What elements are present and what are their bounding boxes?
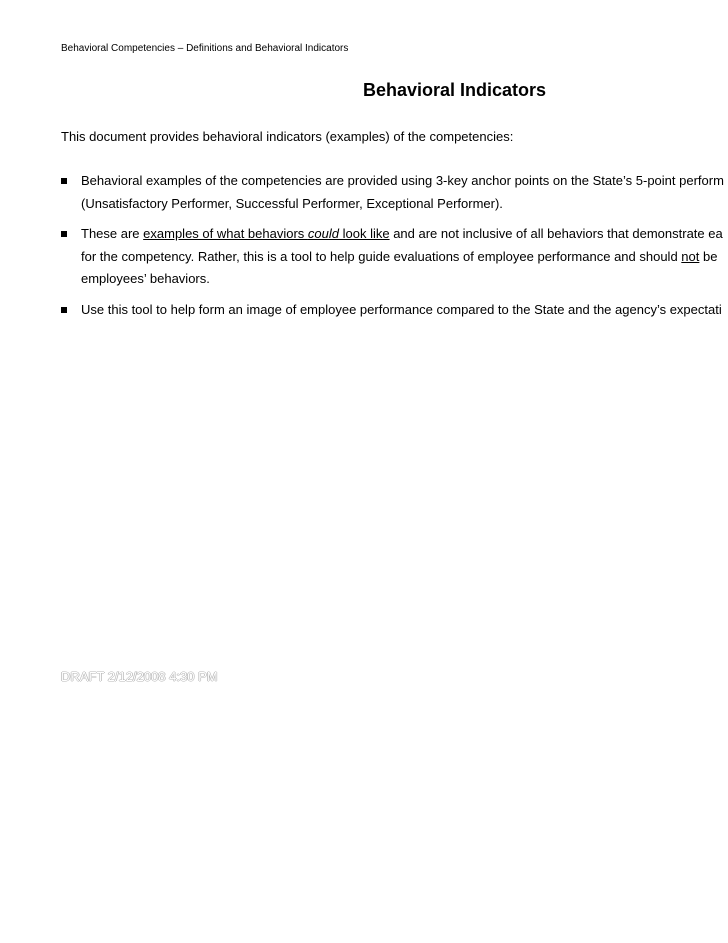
bullet-list xyxy=(61,170,728,321)
draft-watermark: DRAFT 2/12/2008 4:30 PM xyxy=(61,669,218,684)
bullet-item-anchor-points xyxy=(61,170,728,215)
underlined-text: examples of what behaviors xyxy=(143,226,308,241)
text-run: These are xyxy=(81,226,144,241)
page-title: Behavioral Indicators xyxy=(363,80,547,100)
square-bullet-icon xyxy=(61,178,67,184)
underlined-text: not xyxy=(681,248,700,264)
bullet-item-examples xyxy=(61,223,728,291)
bullet-line xyxy=(81,246,728,269)
bullet-item-use-tool xyxy=(61,299,728,322)
text-run: for the competency. Rather, this is a tool to help guide evaluations of employee performance and should xyxy=(81,248,682,264)
text-run: be xyxy=(699,248,718,264)
bullet-line: (Unsatisfactory Performer, Successful Performer, Exceptional Performer). xyxy=(81,195,503,211)
bullet-line: Behavioral examples of the competencies are provided using 3-key anchor points on the State’s 5-point perform xyxy=(81,173,724,188)
bullet-line xyxy=(81,223,728,246)
running-header: Behavioral Competencies – Definitions and Behavioral Indicators xyxy=(61,43,349,54)
underlined-italic-text: could xyxy=(307,226,339,241)
text-run: and are not inclusive of all behaviors that demonstrate ea xyxy=(389,226,723,241)
square-bullet-icon xyxy=(61,231,67,237)
intro-paragraph: This document provides behavioral indicators (examples) of the competencies: xyxy=(61,129,514,144)
underlined-text: look like xyxy=(339,226,390,241)
bullet-line: employees’ behaviors. xyxy=(81,271,210,286)
square-bullet-icon xyxy=(61,307,67,313)
bullet-line: Use this tool to help form an image of employee performance compared to the State and the agency’s expectati xyxy=(81,301,722,317)
